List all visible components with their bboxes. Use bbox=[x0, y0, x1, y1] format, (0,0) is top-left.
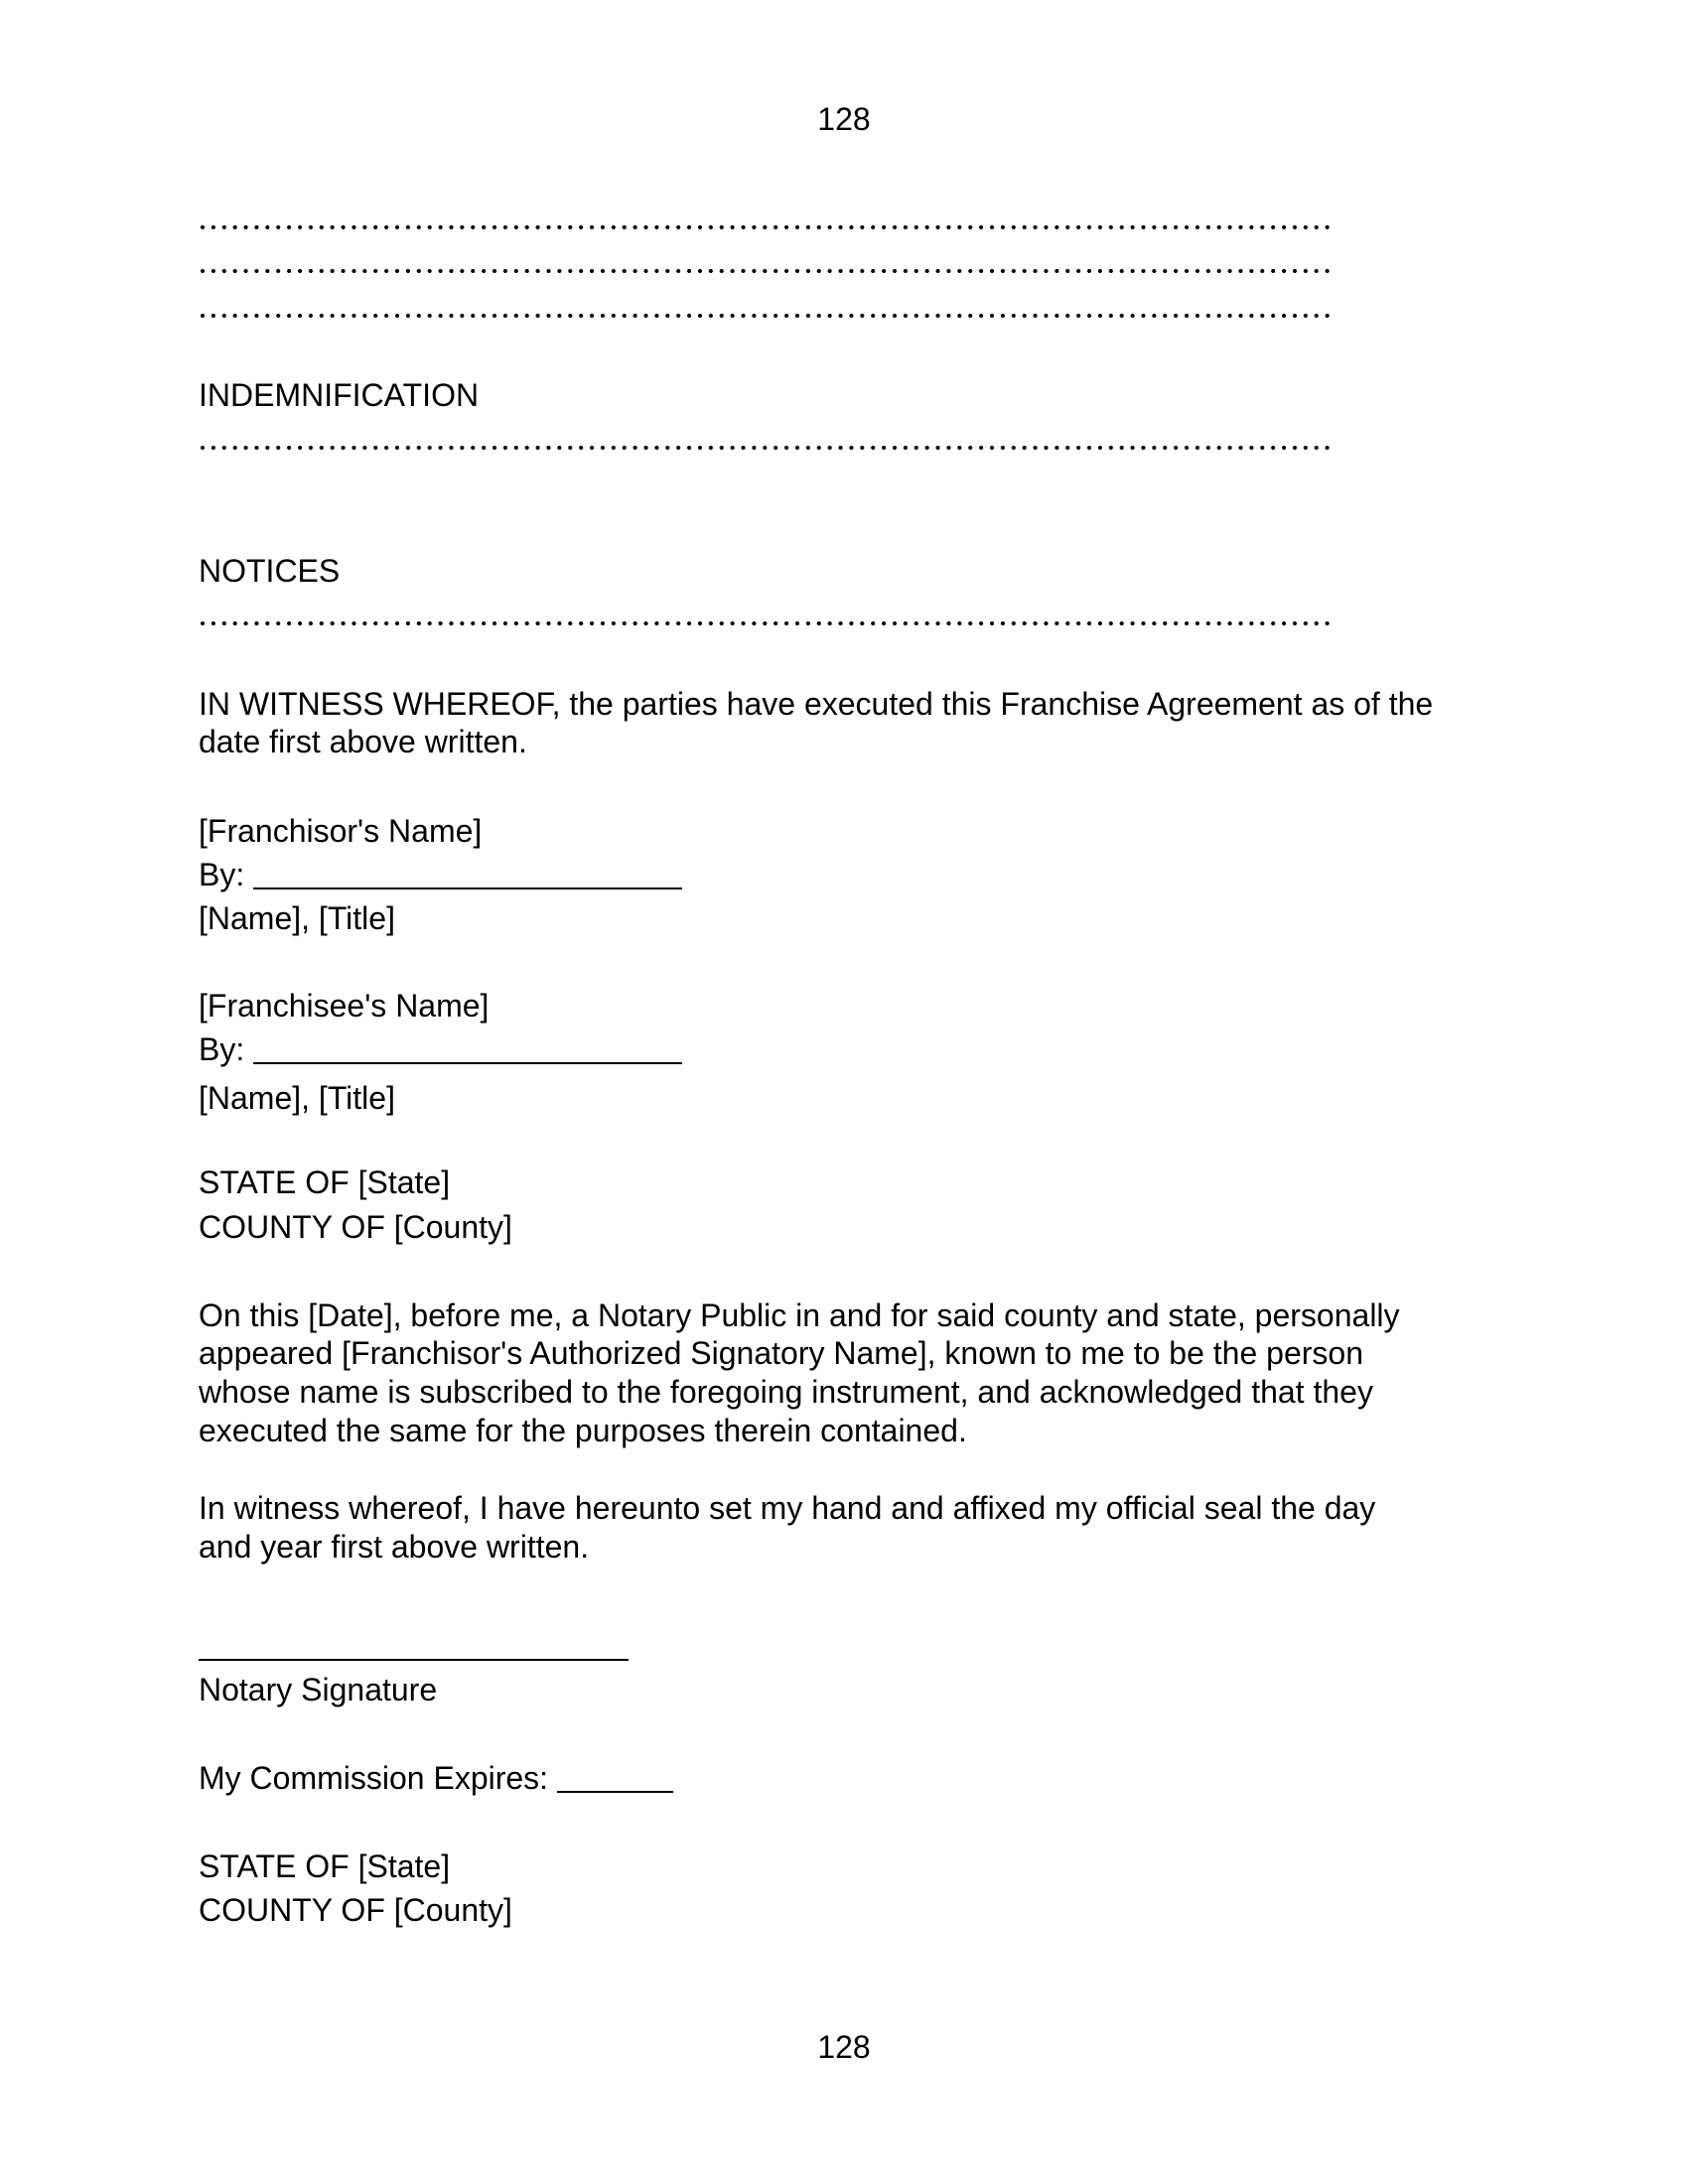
acknowledgment-line: whose name is subscribed to the foregoing instrument, and acknowledged that they bbox=[199, 1374, 1373, 1410]
notary-county: COUNTY OF [County] bbox=[199, 1892, 512, 1928]
acknowledgment-line: On this [Date], before me, a Notary Public in and for said county and state, personally bbox=[199, 1297, 1400, 1333]
commission-expires-label: My Commission Expires: bbox=[199, 1760, 549, 1796]
page-number-top: 128 bbox=[817, 101, 871, 137]
placeholder-dotted-line bbox=[201, 621, 1333, 626]
notary-witness-line: and year first above written. bbox=[199, 1529, 590, 1565]
placeholder-dotted-line bbox=[201, 314, 1333, 319]
franchisor-name: [Franchisor's Name] bbox=[199, 813, 483, 849]
signature-blank bbox=[253, 1062, 682, 1064]
notary-county: COUNTY OF [County] bbox=[199, 1209, 512, 1245]
acknowledgment-line: appeared [Franchisor's Authorized Signatory Name], known to me to be the person bbox=[199, 1335, 1363, 1371]
notary-state: STATE OF [State] bbox=[199, 1848, 451, 1884]
placeholder-dotted-line bbox=[201, 446, 1333, 451]
franchisee-name: [Franchisee's Name] bbox=[199, 988, 490, 1024]
section-heading-notices: NOTICES bbox=[199, 553, 341, 589]
placeholder-dotted-line bbox=[201, 269, 1333, 274]
section-heading-indemnification: INDEMNIFICATION bbox=[199, 377, 480, 413]
signature-blank bbox=[253, 887, 682, 889]
notary-signature-blank bbox=[199, 1659, 629, 1661]
franchisor-name-title: [Name], [Title] bbox=[199, 900, 395, 936]
witness-clause-line: date first above written. bbox=[199, 724, 527, 759]
placeholder-dotted-line bbox=[201, 225, 1333, 230]
notary-state: STATE OF [State] bbox=[199, 1164, 451, 1200]
franchisor-signature-line bbox=[199, 859, 682, 890]
notary-signature-label: Notary Signature bbox=[199, 1672, 438, 1707]
commission-expires-line bbox=[199, 1762, 673, 1794]
page-number-bottom: 128 bbox=[817, 2029, 871, 2065]
by-label: By: bbox=[199, 857, 245, 892]
franchisee-name-title: [Name], [Title] bbox=[199, 1080, 395, 1116]
notary-signature-line bbox=[199, 1630, 629, 1662]
acknowledgment-line: executed the same for the purposes therein contained. bbox=[199, 1413, 967, 1448]
witness-clause-line: IN WITNESS WHEREOF, the parties have executed this Franchise Agreement as of the bbox=[199, 686, 1434, 722]
franchisee-signature-line bbox=[199, 1033, 682, 1065]
by-label: By: bbox=[199, 1031, 245, 1067]
commission-expires-blank bbox=[557, 1791, 673, 1793]
notary-witness-line: In witness whereof, I have hereunto set my hand and affixed my official seal the day bbox=[199, 1490, 1376, 1526]
